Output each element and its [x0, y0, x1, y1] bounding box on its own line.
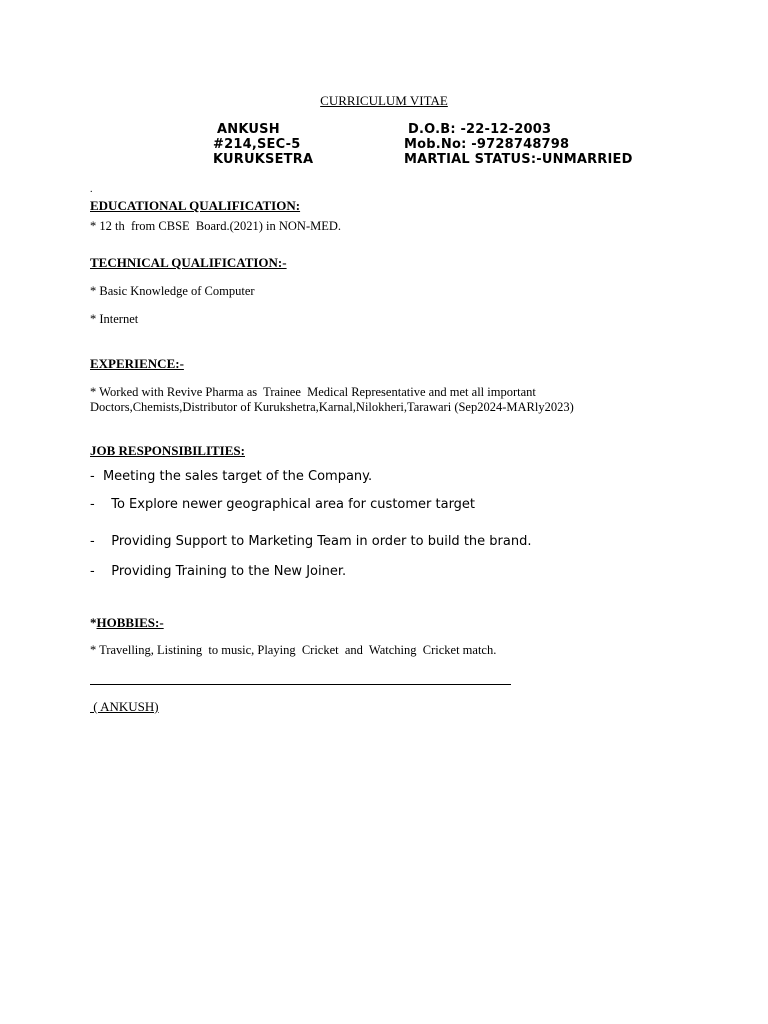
responsibility-item: - Meeting the sales target of the Company. — [90, 469, 373, 484]
stray-dot: . — [90, 184, 93, 195]
technical-item: * Basic Knowledge of Computer — [90, 284, 255, 298]
experience-line-2: Doctors,Chemists,Distributor of Kurukshetra,Karnal,Nilokheri,Tarawari (Sep2024-MARly2023) — [90, 400, 574, 414]
technical-item: * Internet — [90, 312, 139, 326]
signature-name: ( ANKUSH) — [90, 699, 159, 714]
candidate-name: ANKUSH — [217, 122, 280, 137]
education-item: * 12 th from CBSE Board.(2021) in NON-MED. — [90, 219, 342, 233]
hobbies-item: * Travelling, Listining to music, Playing Cricket and Watching Cricket match. — [90, 643, 497, 657]
technical-heading: TECHNICAL QUALIFICATION:- — [90, 255, 287, 270]
responsibility-item: - Providing Support to Marketing Team in order to build the brand. — [90, 534, 532, 549]
experience-heading: EXPERIENCE:- — [90, 356, 184, 371]
hobbies-heading — [90, 615, 164, 631]
mobile-number: Mob.No: -9728748798 — [404, 137, 570, 152]
hobbies-heading-prefix: * — [90, 615, 97, 630]
education-heading: EDUCATIONAL QUALIFICATION: — [90, 198, 301, 213]
responsibility-item: - To Explore newer geographical area for customer target — [90, 497, 476, 512]
document-title: CURRICULUM VITAE — [320, 93, 448, 108]
experience-line-1: * Worked with Revive Pharma as Trainee Medical Representative and met all important — [90, 385, 536, 399]
responsibility-item: - Providing Training to the New Joiner. — [90, 564, 347, 579]
address-line-2: KURUKSETRA — [213, 152, 314, 167]
hobbies-heading-text: HOBBIES:- — [96, 615, 164, 630]
date-of-birth: D.O.B: -22-12-2003 — [408, 122, 552, 137]
marital-status: MARTIAL STATUS:-UNMARRIED — [404, 152, 633, 167]
address-line-1: #214,SEC-5 — [213, 137, 301, 152]
signature-line — [90, 684, 511, 685]
responsibilities-heading: JOB RESPONSIBILITIES: — [90, 443, 245, 458]
